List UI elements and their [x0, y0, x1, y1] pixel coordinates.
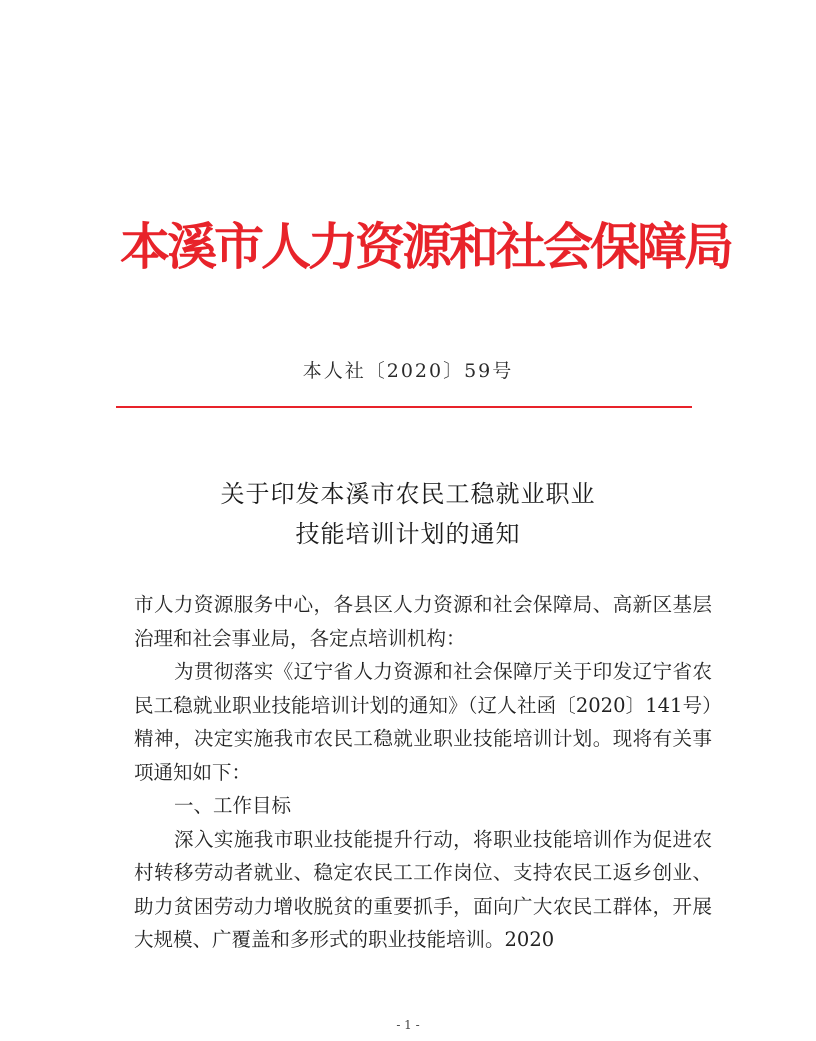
document-number: 本人社〔2020〕59号: [302, 360, 514, 382]
document-body: [134, 588, 712, 957]
document-title-line-1: 关于印发本溪市农民工稳就业职业: [220, 480, 596, 508]
document-title-line-2: 技能培训计划的通知: [295, 520, 521, 548]
document-title: [0, 474, 816, 554]
section-heading: 一、工作目标: [174, 794, 292, 817]
issuing-authority-header: 本溪市人力资源和社会保障局: [120, 217, 731, 276]
recipients-paragraph: 市人力资源服务中心，各县区人力资源和社会保障局、高新区基层治理和社会事业局，各定点培训机构：: [134, 593, 712, 650]
page-number: - 1 -: [396, 1018, 420, 1032]
section-paragraph: 深入实施我市职业技能提升行动，将职业技能培训作为促进农村转移劳动者就业、稳定农民工工作岗位、支持农民工返乡创业、助力贫困劳动力增收脱贫的重要抓手，面向广大农民工群体，开展大规模、广覆盖和多形式的职业技能培训。2020: [134, 827, 712, 951]
red-divider-line: [116, 406, 692, 408]
intro-paragraph: 为贯彻落实《辽宁省人力资源和社会保障厅关于印发辽宁省农民工稳就业职业技能培训计划的通知》（辽人社函〔2020〕141号）精神，决定实施我市农民工稳就业职业技能培训计划。现将有关事项通知如下：: [134, 660, 712, 784]
